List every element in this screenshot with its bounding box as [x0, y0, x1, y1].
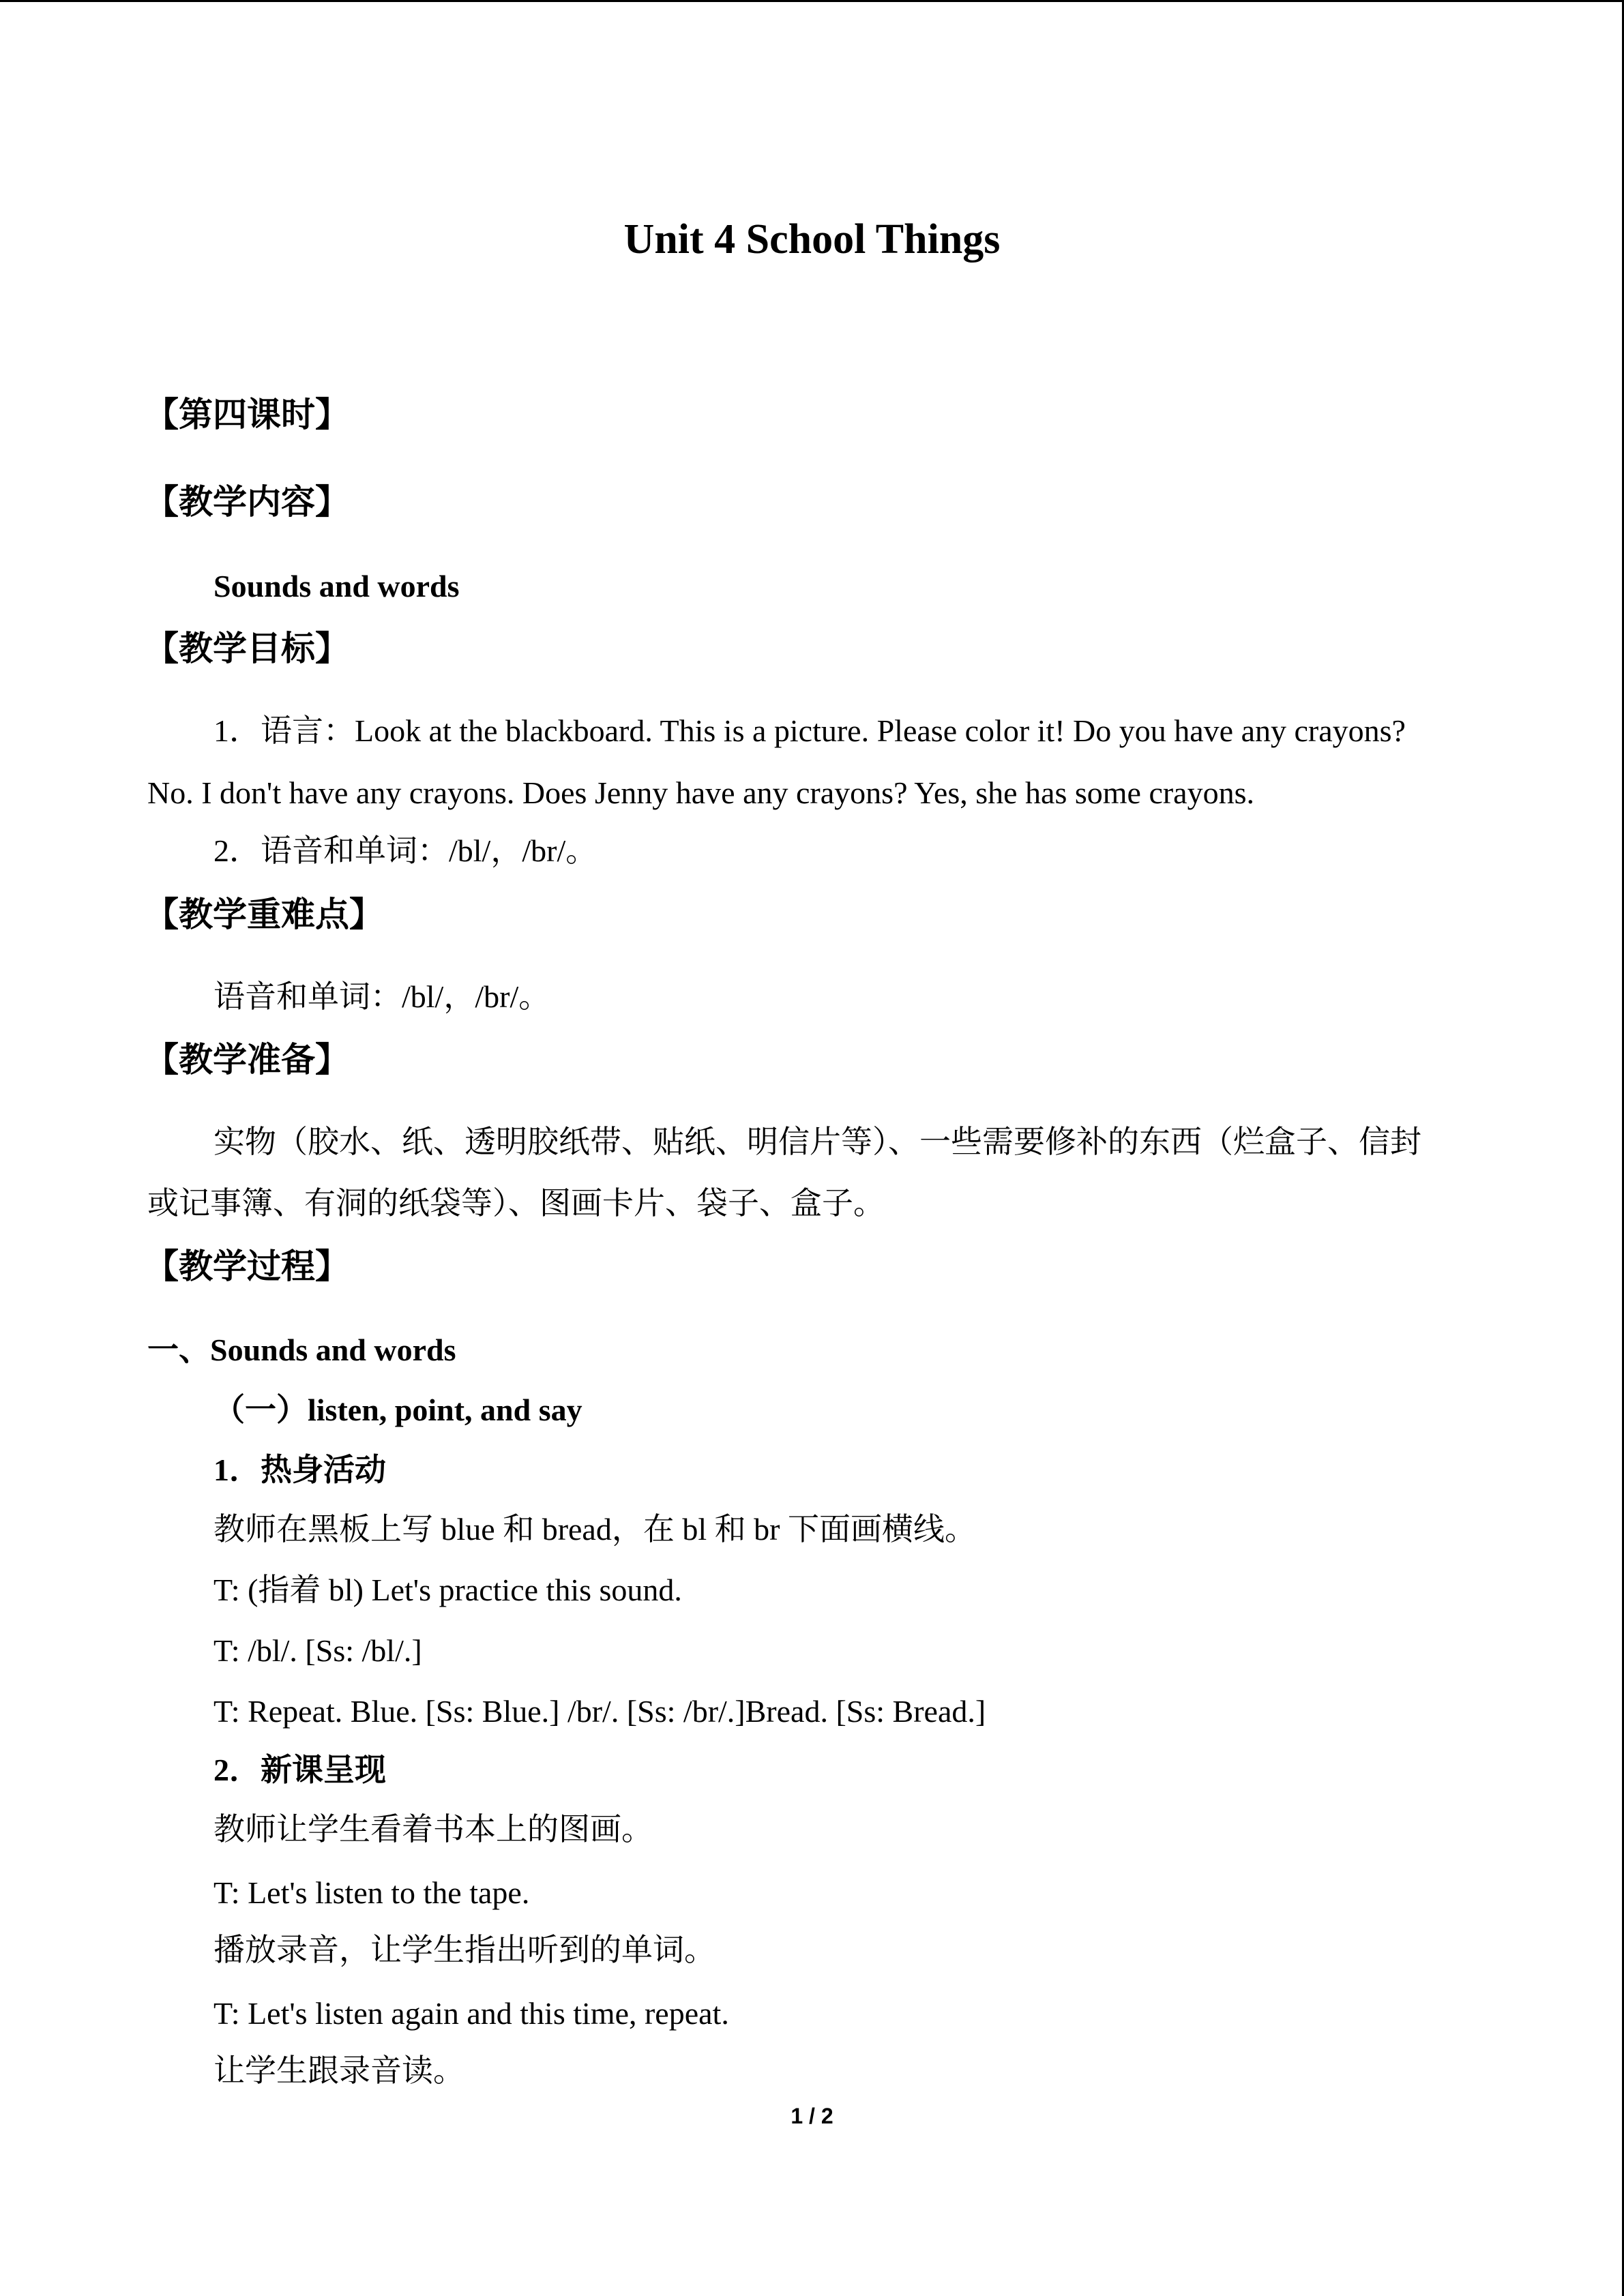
- keypoints-text: 语音和单词：/bl/，/br/。: [213, 979, 550, 1014]
- process-sub-1: （一）listen, point, and say: [213, 1392, 582, 1427]
- goal-2: 2．语音和单词：/bl/，/br/。: [213, 833, 597, 868]
- step-2-line-3: 播放录音，让学生指出听到的单词。: [213, 1933, 715, 1967]
- heading-keypoints: 【教学重难点】: [145, 895, 383, 934]
- step-1-line-1: 教师在黑板上写 blue 和 bread，在 bl 和 br 下面画横线。: [213, 1512, 976, 1547]
- step-2-line-4: T: Let's listen again and this time, repeat.: [213, 1996, 729, 2031]
- step-2-line-5: 让学生跟录音读。: [213, 2053, 464, 2088]
- document-title: Unit 4 School Things: [623, 216, 1001, 263]
- goal-1-line-2: No. I don't have any crayons. Does Jenny have any crayons? Yes, she has some crayons.: [147, 775, 1255, 810]
- prep-line-1: 实物（胶水、纸、透明胶纸带、贴纸、明信片等）、一些需要修补的东西（烂盒子、信封: [213, 1124, 1421, 1159]
- step-1-line-2: T: (指着 bl) Let's practice this sound.: [213, 1572, 682, 1607]
- step-1-line-3: T: /bl/. [Ss: /bl/.]: [213, 1633, 422, 1668]
- process-part-1: 一、Sounds and words: [147, 1332, 456, 1367]
- page-number: 1 / 2: [791, 2104, 833, 2128]
- step-1-line-4: T: Repeat. Blue. [Ss: Blue.] /br/. [Ss: /br/.]Bread. [Ss: Bread.]: [213, 1694, 986, 1729]
- process-step-1: 1．热身活动: [213, 1452, 386, 1487]
- process-step-2: 2．新课呈现: [213, 1753, 386, 1787]
- heading-prep: 【教学准备】: [145, 1040, 349, 1079]
- content-text: Sounds and words: [213, 569, 460, 603]
- heading-goals: 【教学目标】: [145, 629, 349, 668]
- step-2-line-1: 教师让学生看着书本上的图画。: [213, 1812, 653, 1847]
- heading-content: 【教学内容】: [145, 482, 349, 522]
- step-2-line-2: T: Let's listen to the tape.: [213, 1875, 530, 1910]
- heading-process: 【教学过程】: [145, 1247, 349, 1286]
- goal-1-line-1: 1．语言：Look at the blackboard. This is a picture. Please color it! Do you have any crayons?: [213, 713, 1406, 748]
- prep-line-2: 或记事簿、有洞的纸袋等）、图画卡片、袋子、盒子。: [147, 1186, 885, 1221]
- heading-lesson: 【第四课时】: [145, 395, 349, 434]
